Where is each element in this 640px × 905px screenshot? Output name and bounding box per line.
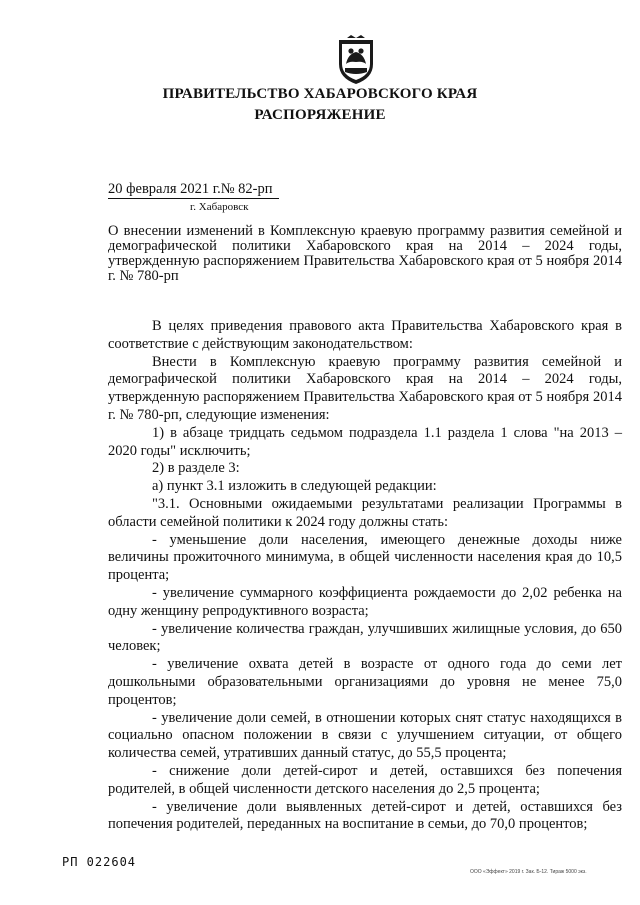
date-underline — [108, 198, 279, 199]
city: г. Хабаровск — [190, 201, 249, 213]
list-item: - уменьшение доли населения, имеющего денежные доходы ниже величины прожиточного минимума, в общей численности населения края до 10,5 процента; — [108, 531, 622, 584]
coat-of-arms-icon — [333, 34, 379, 86]
paragraph: а) пункт 3.1 изложить в следующей редакции: — [152, 478, 437, 495]
government-title: ПРАВИТЕЛЬСТВО ХАБАРОВСКОГО КРАЯ — [162, 86, 478, 102]
list-item: - увеличение доли семей, в отношении которых снят статус находящихся в социально опасном положении в связи с улучшением ситуации, от общего количества семей, утративших данный статус, до 55,5 процента; — [108, 709, 622, 762]
printer-imprint: ООО «Эффект» 2019 г. Зак. Б-12. Тираж 5000 экз. — [470, 869, 587, 875]
paragraph: Внести в Комплексную краевую программу развития семейной и демографической политики Хабаровского края на 2014 – 2024 годы, утвержденную распоряжением Правительства Хабаровского края от 5 ноября 2014 г. № 780-рп, следующие изменения: — [108, 353, 622, 423]
list-item: - снижение доли детей-сирот и детей, оставшихся без попечения родителей, в общей численности детского населения до 2,5 процента; — [108, 762, 622, 797]
date-number-line — [108, 181, 273, 198]
document-body — [108, 318, 622, 834]
paragraph: "3.1. Основными ожидаемыми результатами реализации Программы в области семейной политики к 2024 году должны стать: — [108, 495, 622, 530]
date-number: 20 февраля 2021 г.№ 82-рп — [108, 181, 273, 197]
list-item: - увеличение суммарного коэффициента рождаемости до 2,02 ребенка на одну женщину репродуктивного возраста; — [108, 584, 622, 619]
document-type: РАСПОРЯЖЕНИЕ — [254, 107, 386, 123]
paragraph: 2) в разделе 3: — [152, 460, 240, 477]
document-subject: О внесении изменений в Комплексную краевую программу развития семейной и демографической политики Хабаровского края на 2014 – 2024 годы, утвержденную распоряжением Правительства Хабаровского края от 5 ноября 2014 г. № 780-рп — [108, 223, 622, 284]
list-item: - увеличение охвата детей в возрасте от одного года до семи лет дошкольными образовательными организациями до уровня не менее 75,0 процентов; — [108, 656, 622, 708]
paragraph: В целях приведения правового акта Правительства Хабаровского края в соответствие с действующим законодательством: — [108, 318, 622, 352]
form-code: РП 022604 — [62, 855, 137, 869]
list-item: - увеличение количества граждан, улучшивших жилищные условия, до 650 человек; — [108, 620, 622, 655]
paragraph: 1) в абзаце тридцать седьмом подраздела 1.1 раздела 1 слова "на 2013 – 2020 годы" исключить; — [108, 424, 622, 459]
list-item: - увеличение доли выявленных детей-сирот и детей, оставшихся без попечения родителей, переданных на воспитание в семьи, до 70,0 процентов; — [108, 798, 622, 833]
